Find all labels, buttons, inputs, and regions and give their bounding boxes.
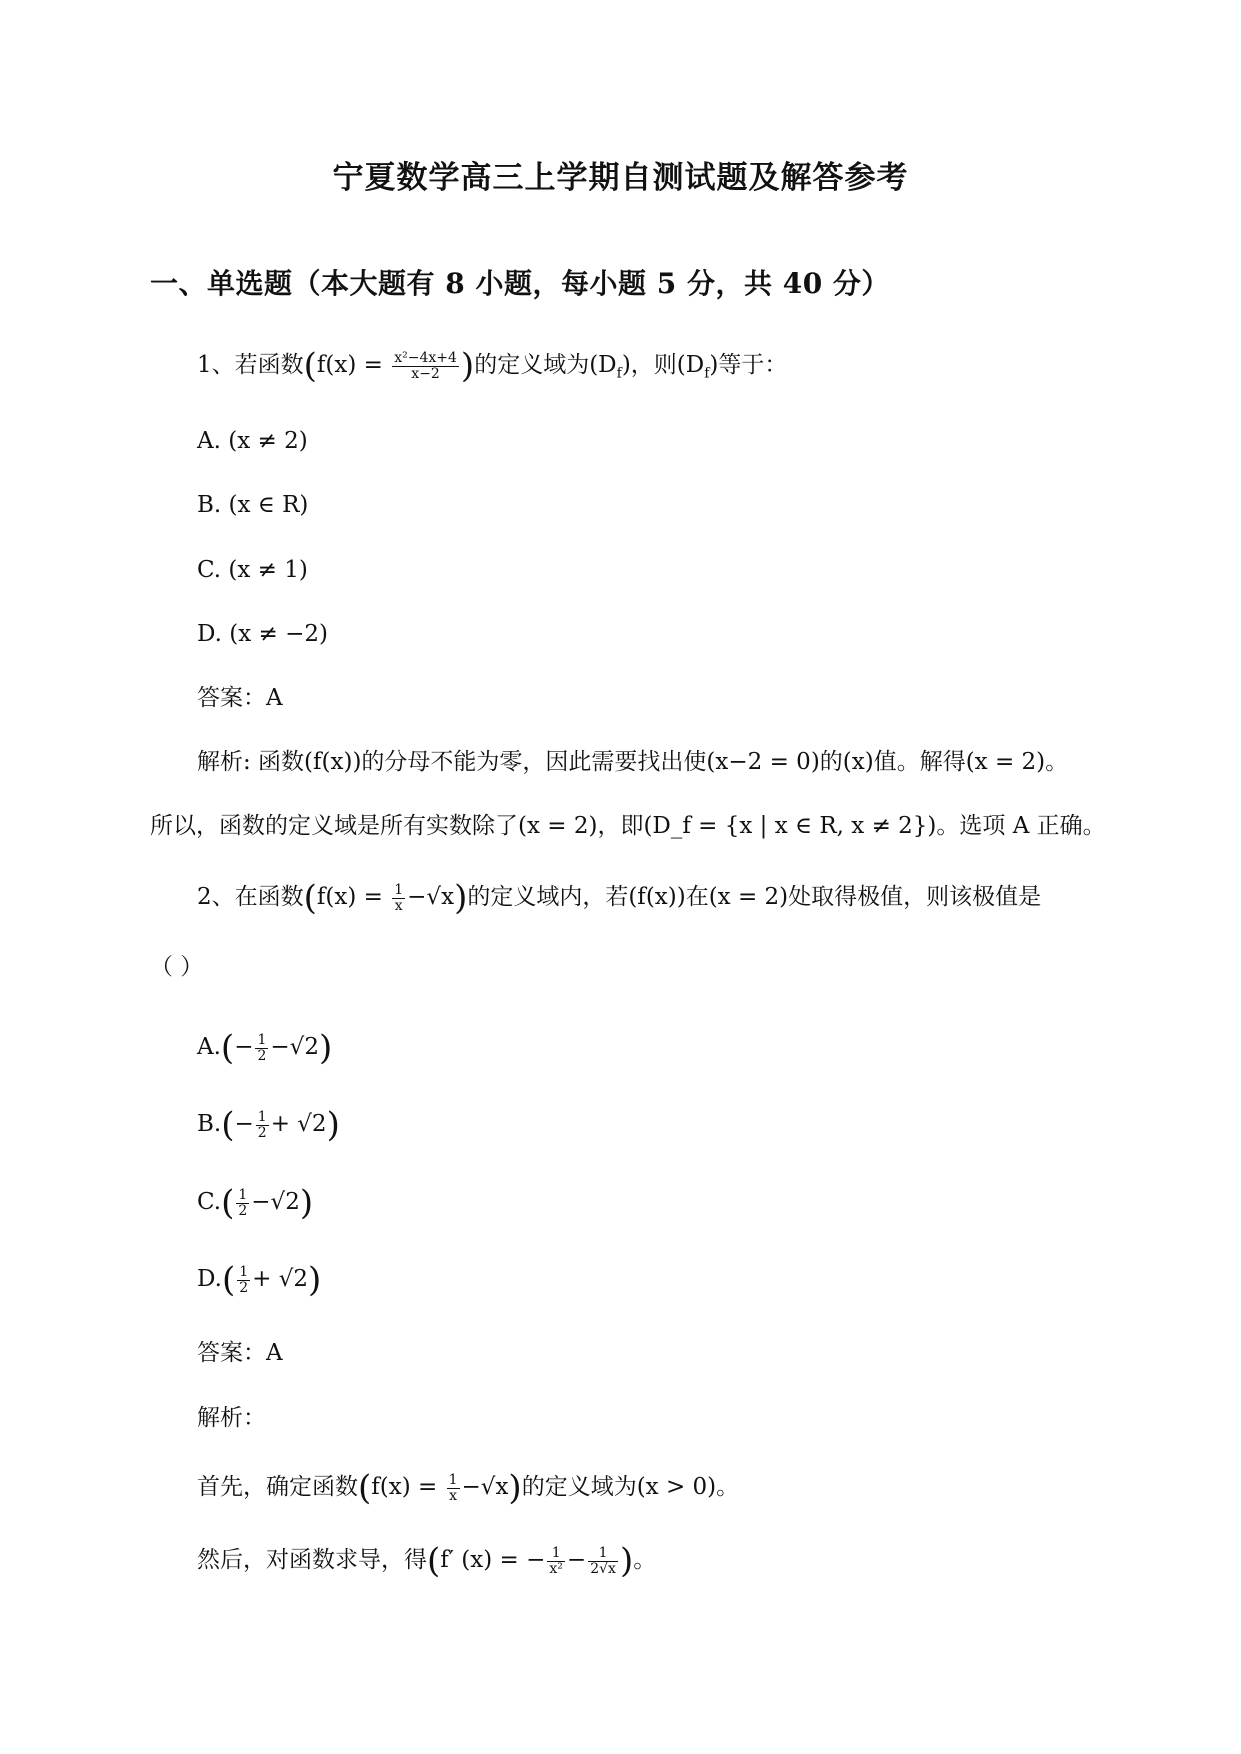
q2-option-c-rest: −√2 — [251, 1189, 300, 1215]
q2-step2-fx: f′ (x) = − — [440, 1547, 546, 1573]
q2-step1-prefix: 首先，确定函数 — [197, 1474, 358, 1500]
q2-option-d-den: 2 — [239, 1279, 249, 1296]
q1-option-d: D. (x ≠ −2) — [197, 621, 328, 647]
q1-answer: 答案：A — [197, 685, 283, 711]
q1-fx: f(x) = — [316, 352, 383, 378]
q2-option-d-num: 1 — [239, 1263, 249, 1280]
q2-step2-prefix: 然后，对函数求导，得 — [197, 1547, 427, 1573]
q1-fraction — [392, 351, 459, 382]
q2-fx: f(x) = — [316, 884, 383, 910]
left-paren: ( — [221, 1260, 236, 1300]
question-1-stem: 1、若函数(f(x) = $\frac{\text{x²−4x+4}}{x-2}$ )的定义域为$(D_f)$，则$(D_f)$等于： — [197, 346, 788, 386]
q1-option-c: C. (x ≠ 1) — [197, 557, 308, 583]
left-paren: ( — [427, 1541, 441, 1581]
q2-step-2 — [197, 1541, 657, 1581]
left-paren: ( — [303, 878, 317, 918]
right-paren: ) — [508, 1468, 522, 1508]
right-paren: ) — [318, 1028, 333, 1068]
q2-option-a-rest: −√2 — [270, 1034, 319, 1060]
q2-tail: −√x — [407, 884, 455, 910]
q2-step2-suffix: 。 — [633, 1547, 657, 1573]
q2-option-b-den: 2 — [257, 1124, 267, 1141]
left-paren: ( — [358, 1468, 372, 1508]
q2-step2-fraction-1 — [547, 1546, 565, 1577]
q2-numerator: 1 — [394, 881, 404, 898]
q2-step1-tail: −√x — [461, 1474, 509, 1500]
q2-prefix: 2、在函数 — [197, 884, 304, 910]
q1-sub2: f — [704, 365, 710, 382]
q2-option-d-letter: D. — [197, 1266, 222, 1292]
q1-mid2: ，则 — [630, 352, 677, 378]
question-2-stem — [197, 878, 1042, 918]
left-paren: ( — [303, 346, 317, 386]
q2-option-b-fraction — [256, 1110, 269, 1141]
q1-dom1: D — [598, 352, 617, 378]
left-paren: ( — [221, 1183, 235, 1223]
page-title: 宁夏数学高三上学期自测试题及解答参考 — [332, 160, 909, 196]
q1-prefix: 1、若函数 — [197, 352, 304, 378]
q2-blank-paren: （ ） — [150, 954, 204, 980]
q2-answer: 答案：A — [197, 1340, 283, 1366]
q1-sub1: f — [616, 365, 622, 382]
q2-option-a-fraction — [255, 1033, 268, 1064]
right-paren: ) — [460, 346, 475, 386]
q2-option-a-sign: − — [234, 1034, 254, 1060]
q2-option-c — [197, 1183, 314, 1223]
q2-analysis-label: 解析： — [197, 1405, 266, 1431]
left-paren: ( — [220, 1028, 235, 1068]
q2-option-c-num: 1 — [238, 1186, 248, 1203]
q2-option-d-rest: + √2 — [252, 1266, 308, 1292]
q2-option-b-num: 1 — [257, 1108, 267, 1125]
q2-option-b-letter: B. — [197, 1111, 222, 1137]
q2-step2-fraction-2 — [588, 1546, 618, 1577]
section-heading: 一、单选题（本大题有 8 小题，每小题 5 分，共 40 分） — [150, 267, 890, 300]
q2-step2-den1: x² — [549, 1560, 563, 1577]
right-paren: ) — [299, 1183, 314, 1223]
q2-option-b — [197, 1105, 340, 1145]
q1-analysis-line-1: 解析: 函数(f(x))的分母不能为零，因此需要找出使(x−2 = 0)的(x)值。解得(x = 2)。 — [197, 749, 1069, 775]
q2-step2-minus: − — [566, 1547, 587, 1573]
left-paren: ( — [221, 1105, 235, 1145]
q1-analysis-line-2: 所以，函数的定义域是所有实数除了(x = 2)，即(D_f = {x | x ∈ R, x ≠ 2})。选项 A 正确。 — [150, 813, 1106, 839]
q2-step1-suffix: 的定义域为(x > 0)。 — [521, 1474, 740, 1500]
q2-option-b-sign: − — [234, 1111, 254, 1137]
q2-option-a-letter: A. — [197, 1034, 221, 1060]
q2-option-c-fraction — [236, 1188, 249, 1219]
q2-step2-den2: 2√x — [590, 1560, 616, 1577]
q2-step1-den: x — [449, 1487, 457, 1504]
q2-option-c-den: 2 — [238, 1202, 248, 1219]
right-paren: ) — [308, 1260, 322, 1300]
q2-step2-num2: 1 — [588, 1546, 618, 1562]
q2-option-a-num: 1 — [257, 1031, 267, 1048]
q2-step-1 — [197, 1468, 740, 1508]
q2-option-b-rest: + √2 — [270, 1111, 327, 1137]
q1-denominator: x−2 — [411, 365, 440, 382]
q2-step2-num1: 1 — [547, 1546, 565, 1562]
q2-mid: 的定义域内，若(f(x))在(x = 2)处取得极值，则该极值是 — [467, 884, 1042, 910]
q1-numerator: x²−4x+4 — [394, 349, 457, 366]
right-paren: ) — [326, 1105, 340, 1145]
q2-option-a — [197, 1028, 333, 1068]
q1-suffix: 等于： — [718, 352, 788, 378]
q2-step1-fraction — [447, 1473, 460, 1504]
q2-option-d-fraction — [237, 1265, 250, 1296]
q2-option-c-letter: C. — [197, 1189, 222, 1215]
q1-option-a: A. (x ≠ 2) — [197, 428, 308, 454]
q1-option-b: B. (x ∈ R) — [197, 492, 309, 518]
q2-denominator: x — [394, 897, 403, 914]
right-paren: ) — [454, 878, 468, 918]
q2-step1-fx: f(x) = — [371, 1474, 438, 1500]
q1-dom2: D — [685, 352, 705, 378]
q2-option-d — [197, 1260, 322, 1300]
q2-option-a-den: 2 — [257, 1047, 267, 1064]
q2-step1-num: 1 — [448, 1471, 458, 1488]
q1-mid: 的定义域为 — [474, 352, 590, 378]
q2-fraction — [392, 883, 405, 914]
right-paren: ) — [619, 1541, 634, 1581]
